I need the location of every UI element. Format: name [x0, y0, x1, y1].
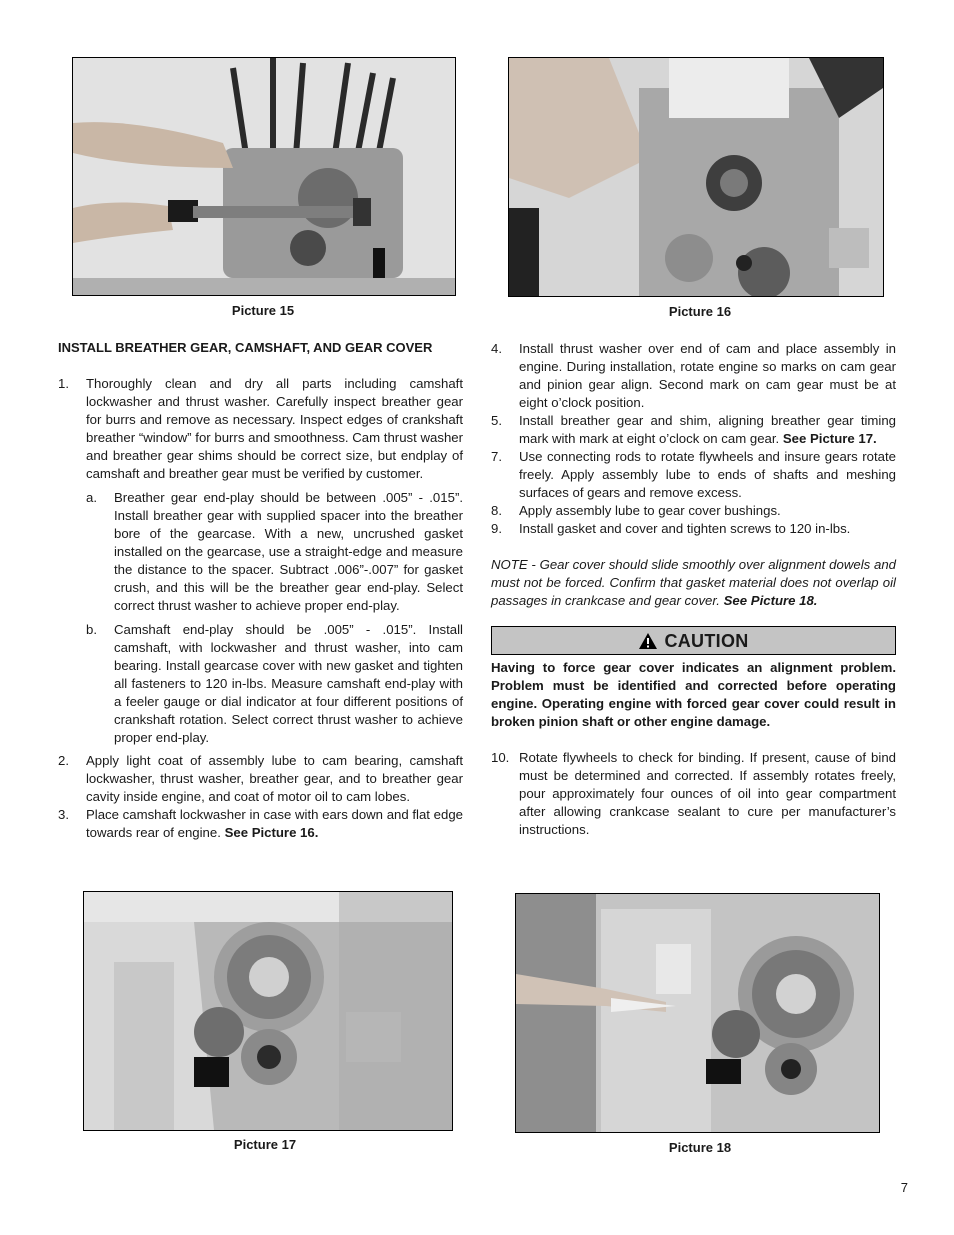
- note-body: NOTE - Gear cover should slide smoothly over alignment dowels and must not be forced. Confirm that gasket material does not overlap oil passages in crankcase and gear cover.: [491, 557, 896, 608]
- list-item-9: [491, 520, 896, 538]
- list-text: Rotate flywheels to check for binding. If present, cause of bind must be determined and corrected. If assembly rotates freely, pour approximately four ounces of oil into gear compartment after allowing crankcase sealant to cure per manufacturer’s instructions.: [519, 750, 896, 837]
- picture-15-photo: [72, 57, 456, 296]
- picture-15-caption: Picture 15: [231, 303, 295, 318]
- list-text: Breather gear end-play should be between .005” - .015”. Install breather gear with supplied spacer into the breather bore of the gearcase. With a new, uncrushed gasket installed on the gearcase, use a straight-edge and measure the distance to the spacer. Subtract .006”-.007” for gasket crush, and this will be the breather gear end-play. Select correct thrust washer to achieve proper end-play.: [114, 490, 463, 613]
- caution-banner: [491, 626, 896, 655]
- page-number: 7: [900, 1180, 908, 1195]
- list-number: 8.: [491, 503, 502, 518]
- list-number: 7.: [491, 449, 502, 464]
- right-text-column: [491, 340, 896, 839]
- picture-18-caption: Picture 18: [668, 1140, 732, 1155]
- item-5-body: Install breather gear and shim, aligning breather gear timing mark with mark at eight o’clock on cam gear.: [519, 413, 896, 446]
- list-text: Apply light coat of assembly lube to cam bearing, camshaft lockwasher, thrust washer, breather gear, and to breather gear cavity inside engine, and coat of motor oil to cam lobes.: [86, 753, 463, 804]
- list-number: 4.: [491, 341, 502, 356]
- list-text: Camshaft end-play should be .005” - .015”. Install camshaft, with lockwasher and thrust washer, into cam bearing. Install gearcase cover with new gasket and tighten all fasteners to 120 in-lbs. Measure camshaft end-play with a feeler gauge or dial indicator at four different positions of crankshaft rotation. Select correct thrust washer to achieve proper end-play.: [114, 622, 463, 745]
- caution-text: Having to force gear cover indicates an alignment problem. Problem must be identified and corrected before operating engine. Operating engine with forced gear cover could result in broken pinion shaft or other engine damage.: [491, 660, 896, 729]
- list-text: Use connecting rods to rotate flywheels and insure gears rotate freely. Apply assembly lube to ends of shafts and meshing surfaces of gears and remove excess.: [519, 449, 896, 500]
- list-number: 9.: [491, 521, 502, 536]
- list-item-1b: [58, 621, 463, 747]
- item-3-body: Place camshaft lockwasher in case with ears down and flat edge towards rear of engine.: [86, 807, 463, 840]
- caution-title: CAUTION: [664, 630, 749, 651]
- gear-cover-note: [491, 556, 896, 610]
- list-text: Install gasket and cover and tighten screws to 120 in-lbs.: [519, 521, 851, 536]
- picture-16-caption: Picture 16: [668, 304, 732, 319]
- list-text: [519, 412, 896, 448]
- list-number: 1.: [58, 376, 69, 391]
- list-number: 2.: [58, 753, 69, 768]
- picture-reference: See Picture 16.: [224, 825, 319, 840]
- picture-reference: See Picture 18.: [723, 593, 818, 608]
- left-text-column: [58, 339, 463, 842]
- list-item-4: [491, 340, 896, 412]
- list-text: Apply assembly lube to gear cover bushings.: [519, 503, 781, 518]
- warning-triangle-icon: [638, 632, 658, 650]
- list-text: Thoroughly clean and dry all parts including camshaft lockwasher and thrust washer. Carefully inspect breather gear for burrs and remove as necessary. Inspect edges of crankshaft breather “window” for burrs and smoothness. Cam thrust washer and breather gear shims should be correct size, but endplay of camshaft and breather gear must be verified by customer.: [86, 376, 463, 481]
- list-item-5: [491, 412, 896, 448]
- picture-17-caption: Picture 17: [233, 1137, 297, 1152]
- list-text: [86, 806, 463, 842]
- picture-17-photo: [83, 891, 453, 1131]
- picture-16-photo: [508, 57, 884, 297]
- list-item-3: [58, 806, 463, 842]
- list-number: 10.: [491, 750, 510, 765]
- list-item-1a: [58, 489, 463, 615]
- list-item-8: [491, 502, 896, 520]
- list-letter: b.: [86, 622, 97, 637]
- picture-reference: See Picture 17.: [782, 431, 877, 446]
- list-number: 5.: [491, 413, 502, 428]
- list-number: 3.: [58, 807, 69, 822]
- list-item-10: [491, 749, 896, 839]
- list-item-2: [58, 752, 463, 806]
- list-item-1: [58, 375, 463, 483]
- list-text: Install thrust washer over end of cam and place assembly in engine. During installation, rotate engine so marks on cam gear and pinion gear align. Second mark on cam gear must be at eight o’clock position.: [519, 341, 896, 410]
- list-letter: a.: [86, 490, 97, 505]
- list-item-7: [491, 448, 896, 502]
- picture-18-photo: [515, 893, 880, 1133]
- section-heading: INSTALL BREATHER GEAR, CAMSHAFT, AND GEAR COVER: [58, 340, 433, 355]
